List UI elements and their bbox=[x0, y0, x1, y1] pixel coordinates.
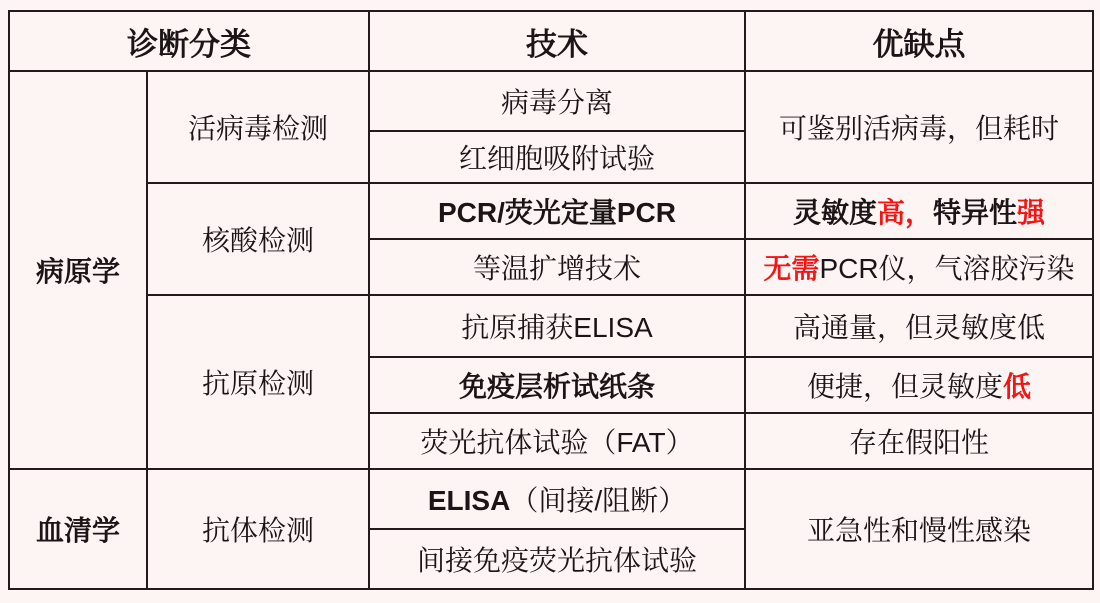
row-virus-isolation bbox=[9, 71, 1093, 131]
header-diagnosis-category: 诊断分类 bbox=[9, 11, 369, 71]
cell-technique-lateral-flow-strip: 免疫层析试纸条 bbox=[369, 357, 745, 413]
cell-pros-pcr bbox=[745, 183, 1093, 239]
cell-technique-antigen-capture-elisa: 抗原捕获ELISA bbox=[369, 295, 745, 357]
cell-technique-virus-isolation: 病毒分离 bbox=[369, 71, 745, 131]
cell-subcategory-nucleic-acid: 核酸检测 bbox=[147, 183, 369, 295]
cell-technique-elisa bbox=[369, 469, 745, 529]
cell-technique-indirect-ifa: 间接免疫荧光抗体试验 bbox=[369, 529, 745, 589]
pros-isothermal-highlight: 无需 bbox=[763, 253, 820, 284]
pros-lateral-flow-highlight: 低 bbox=[1003, 371, 1032, 402]
header-technique: 技术 bbox=[369, 11, 745, 71]
cell-pros-elisa: 亚急性和慢性感染 bbox=[745, 469, 1093, 589]
technique-elisa-regular: （间接/阻断） bbox=[510, 485, 687, 516]
pros-isothermal-text: PCR仪，气溶胶污染 bbox=[819, 253, 1075, 284]
cell-pros-lateral-flow-strip bbox=[745, 357, 1093, 413]
pros-lateral-flow-text: 便捷，但灵敏度 bbox=[806, 371, 1003, 402]
cell-pros-fat: 存在假阳性 bbox=[745, 413, 1093, 469]
header-row bbox=[9, 11, 1093, 71]
header-pros-cons: 优缺点 bbox=[745, 11, 1093, 71]
cell-category-serology: 血清学 bbox=[9, 469, 147, 589]
cell-technique-isothermal: 等温扩增技术 bbox=[369, 239, 745, 295]
pros-pcr-highlight-2: 强 bbox=[1017, 197, 1046, 228]
technique-elisa-bold: ELISA bbox=[427, 485, 511, 516]
cell-pros-isothermal bbox=[745, 239, 1093, 295]
cell-subcategory-antibody: 抗体检测 bbox=[147, 469, 369, 589]
row-elisa bbox=[9, 469, 1093, 529]
diagnosis-methods-table bbox=[8, 10, 1094, 590]
pros-pcr-text-1: 灵敏度 bbox=[792, 197, 877, 228]
cell-technique-pcr: PCR/荧光定量PCR bbox=[369, 183, 745, 239]
cell-technique-fat: 荧光抗体试验（FAT） bbox=[369, 413, 745, 469]
cell-subcategory-live-virus: 活病毒检测 bbox=[147, 71, 369, 183]
row-pcr bbox=[9, 183, 1093, 239]
pros-pcr-text-2: 特异性 bbox=[933, 197, 1018, 228]
row-antigen-capture-elisa bbox=[9, 295, 1093, 357]
cell-pros-virus-isolation: 可鉴别活病毒，但耗时 bbox=[745, 71, 1093, 183]
pros-pcr-highlight-1: 高， bbox=[876, 197, 933, 228]
cell-pros-antigen-capture-elisa: 高通量，但灵敏度低 bbox=[745, 295, 1093, 357]
cell-technique-hemadsorption: 红细胞吸附试验 bbox=[369, 131, 745, 183]
cell-subcategory-antigen: 抗原检测 bbox=[147, 295, 369, 469]
cell-category-etiology: 病原学 bbox=[9, 71, 147, 469]
